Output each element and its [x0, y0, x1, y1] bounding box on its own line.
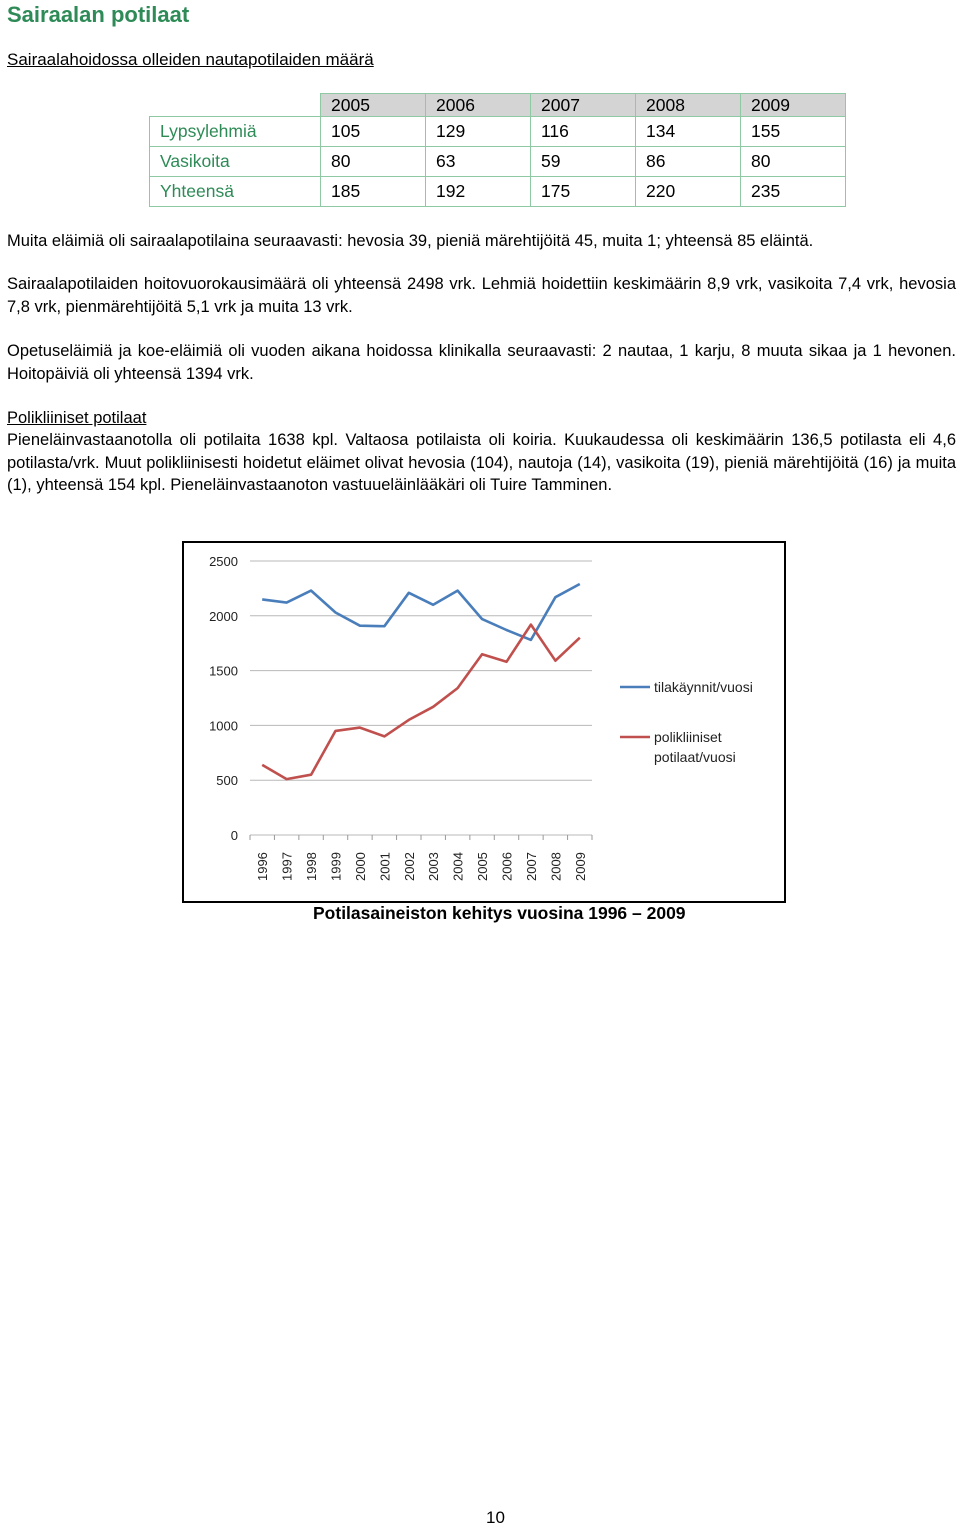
legend-label: tilakäynnit/vuosi — [654, 679, 753, 695]
x-tick-label: 1998 — [304, 852, 320, 881]
table-cell: 80 — [321, 147, 426, 177]
table-cell: 80 — [741, 147, 846, 177]
table-year-header: 2005 — [321, 94, 426, 117]
x-tick-label: 2006 — [499, 852, 515, 881]
x-tick-label: 2003 — [426, 852, 442, 881]
table-cell: 105 — [321, 117, 426, 147]
y-tick-label: 2000 — [209, 608, 238, 624]
table-cell: 129 — [426, 117, 531, 147]
care-days-paragraph: Sairaalapotilaiden hoitovuorokausimäärä oli yhteensä 2498 vrk. Lehmiä hoidettiin keskimäärin 8,9 vrk, vasikoita 7,4 vrk, hevosia 7,8 vrk, pienmärehtijöitä 5,1 vrk ja muita 13 vrk. — [7, 275, 956, 316]
x-tick-label: 2007 — [523, 852, 539, 881]
other-animals-paragraph: Muita eläimiä oli sairaalapotilaina seuraavasti: hevosia 39, pieniä märehtijöitä 45, muita 1; yhteensä 85 eläintä. — [7, 232, 814, 250]
table-year-header: 2009 — [741, 94, 846, 117]
series-line-1 — [262, 625, 580, 780]
table-year-header: 2006 — [426, 94, 531, 117]
outpatients-heading: Polikliiniset potilaat — [7, 409, 147, 427]
outpatients-paragraph: Pieneläinvastaanotolla oli potilaita 1638 kpl. Valtaosa potilaista oli koiria. Kuukaudessa oli keskimäärin 136,5 potilasta eli 4,6 potilasta/vrk. Muut polikliinisesti hoidetut eläimet olivat hevosia (104), nautoja (14), vasikoita (19), pieniä märehtijöitä (16) ja muita (1), yhteensä 154 kpl. Pieneläinvastaanoton vastuueläinlääkäri oli Tuire Tamminen. — [7, 431, 956, 494]
x-tick-label: 2009 — [572, 852, 588, 881]
x-tick-label: 2000 — [352, 852, 368, 881]
table-cell: 175 — [531, 177, 636, 207]
x-tick-label: 2004 — [450, 852, 466, 881]
table-cell: 192 — [426, 177, 531, 207]
table-cell: 59 — [531, 147, 636, 177]
y-tick-label: 1000 — [209, 718, 238, 734]
x-tick-label: 1997 — [279, 852, 295, 881]
table-cell: 86 — [636, 147, 741, 177]
y-tick-label: 0 — [230, 828, 238, 843]
x-tick-label: 1996 — [255, 852, 271, 881]
legend-label: potilaat/vuosi — [654, 749, 736, 765]
chart-caption: Potilasaineiston kehitys vuosina 1996 – 2009 — [313, 903, 686, 923]
table-cell: 185 — [321, 177, 426, 207]
page-number: 10 — [486, 1508, 505, 1527]
chart-canvas — [184, 543, 784, 901]
patient-trend-chart — [182, 541, 786, 903]
y-tick-label: 1500 — [209, 663, 238, 679]
x-tick-label: 2005 — [475, 852, 491, 881]
table-cell: 220 — [636, 177, 741, 207]
table-header-row — [150, 94, 846, 117]
table-cell: 235 — [741, 177, 846, 207]
page-heading: Sairaalan potilaat — [7, 2, 190, 27]
table-row-label: Yhteensä — [150, 177, 321, 207]
y-tick-label: 2500 — [209, 554, 238, 569]
table-row — [150, 117, 846, 147]
y-tick-label: 500 — [216, 773, 238, 789]
series-line-0 — [262, 584, 580, 640]
table-year-header: 2007 — [531, 94, 636, 117]
table-cell: 134 — [636, 117, 741, 147]
table-cell: 63 — [426, 147, 531, 177]
legend-label: polikliiniset — [654, 729, 722, 745]
table-cell: 116 — [531, 117, 636, 147]
table-row-label: Vasikoita — [150, 147, 321, 177]
table-row — [150, 147, 846, 177]
x-tick-label: 2008 — [548, 852, 564, 881]
table-cell: 155 — [741, 117, 846, 147]
x-tick-label: 2001 — [377, 852, 393, 881]
x-tick-label: 1999 — [328, 852, 344, 881]
x-tick-label: 2002 — [401, 852, 417, 881]
table-year-header: 2008 — [636, 94, 741, 117]
table-row-label: Lypsylehmiä — [150, 117, 321, 147]
table-row — [150, 177, 846, 207]
patient-count-table — [149, 93, 846, 207]
teaching-animals-paragraph: Opetuseläimiä ja koe-eläimiä oli vuoden aikana hoidossa klinikalla seuraavasti: 2 nautaa, 1 karju, 8 muuta sikaa ja 1 hevonen. Hoitopäiviä oli yhteensä 1394 vrk. — [7, 342, 956, 383]
table-title: Sairaalahoidossa olleiden nautapotilaiden määrä — [7, 50, 374, 69]
table-corner-cell — [150, 94, 321, 117]
